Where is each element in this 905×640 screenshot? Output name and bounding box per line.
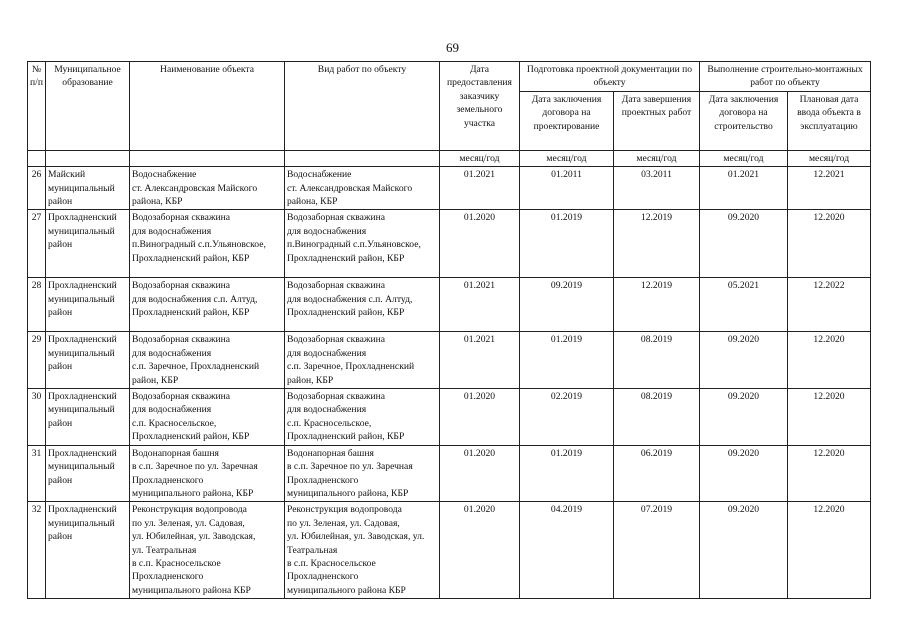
municipality-cell-line: Прохладненский [48,334,117,346]
work-type-cell-line: с.п. Красносельское, [287,417,372,429]
header-num: № п/п [28,62,46,151]
object-name-cell [130,278,285,332]
object-name-cell [130,332,285,389]
header-work-type: Вид работ по объекту [285,62,440,151]
municipality-cell [46,210,130,278]
object-name-cell-line: с.п. Заречное, Прохладненский [132,361,260,373]
work-type-cell-line: для водоснабжения [287,347,367,359]
work-type-cell-line: п.Виноградный с.п.Ульяновское, [287,239,421,251]
work-type-cell-line: муниципального района КБР [287,584,406,596]
object-name-cell-line: Прохладненский район, КБР [132,307,250,319]
land-date-cell: 01.2020 [440,445,520,502]
work-type-cell-line: Реконструкция водопровода [287,504,402,516]
unit-design-contract: месяц/год [520,150,614,166]
municipality-cell-line: район [48,307,73,319]
units-row [28,150,871,166]
design-contract-cell: 02.2019 [520,389,614,446]
municipality-cell-line: муниципальный [48,225,115,237]
work-type-cell [285,445,440,502]
header-design-end: Дата завершения проектных работ [614,91,700,150]
header-construction-group: Выполнение строительно-монтажных работ по объекту [700,62,871,92]
municipality-cell-line: район [48,417,73,429]
municipality-cell-line: муниципальный [48,347,115,359]
work-type-cell-line: Театральная [287,544,338,556]
municipality-cell-line: район [48,474,73,486]
land-date-cell: 01.2021 [440,332,520,389]
design-end-cell: 03.2011 [614,167,700,210]
object-name-cell-line: по ул. Зеленая, ул. Садовая, [132,517,245,529]
header-design-contract: Дата заключения договора на проектирование [520,91,614,150]
design-end-cell: 12.2019 [614,210,700,278]
municipality-cell-line: район [48,239,73,251]
work-type-cell-line: Водозаборная скважина [287,280,386,292]
work-type-cell-line: Водозаборная скважина [287,334,386,346]
work-type-cell-line: Водонапорная башня [287,447,374,459]
commissioning-cell: 12.2022 [788,278,871,332]
construction-contract-cell: 05.2021 [700,278,788,332]
object-name-cell-line: ул. Театральная [132,544,197,556]
work-type-cell-line: с.п. Заречное, Прохладненский [287,361,415,373]
design-contract-cell: 01.2011 [520,167,614,210]
commissioning-cell: 12.2020 [788,332,871,389]
municipality-cell-line: Прохладненский [48,447,117,459]
commissioning-cell: 12.2021 [788,167,871,210]
table-row [28,332,871,389]
work-type-cell-line: Водозаборная скважина [287,391,386,403]
work-type-cell-line: Прохладненского [287,571,359,583]
object-name-cell-line: Реконструкция водопровода [132,504,247,516]
row-number: 31 [28,445,46,502]
row-number: 32 [28,502,46,599]
municipality-cell-line: муниципальный [48,182,115,194]
work-type-cell-line: Прохладненского [287,474,359,486]
work-type-cell [285,332,440,389]
work-type-cell-line: Водоснабжение [287,169,352,181]
municipality-cell-line: район [48,196,73,208]
work-type-cell-line: Прохладненский район, КБР [287,307,405,319]
commissioning-cell: 12.2020 [788,210,871,278]
object-name-cell-line: для водоснабжения с.п. Алтуд, [132,293,258,305]
land-date-cell: 01.2021 [440,278,520,332]
work-type-cell-line: района, КБР [287,196,338,208]
header-commissioning: Плановая дата ввода объекта в эксплуатацию [788,91,871,150]
header-construction-contract: Дата заключения договора на строительство [700,91,788,150]
work-type-cell [285,210,440,278]
header-land-date: Дата предоставления заказчику земельного участка [440,62,520,151]
municipality-cell [46,502,130,599]
construction-contract-cell: 09.2020 [700,389,788,446]
row-number: 27 [28,210,46,278]
municipality-cell-line: Майский [48,169,86,181]
table-row [28,278,871,332]
object-name-cell-line: с.п. Красносельское, [132,417,217,429]
work-type-cell-line: Прохладненский район, КБР [287,431,405,443]
object-name-cell-line: п.Виноградный с.п.Ульяновское, [132,239,266,251]
work-type-cell-line: для водоснабжения [287,404,367,416]
object-name-cell-line: для водоснабжения [132,347,212,359]
work-type-cell [285,278,440,332]
page-number: 69 [446,40,459,55]
header-object-name: Наименование объекта [130,62,285,151]
object-name-cell-line: для водоснабжения [132,404,212,416]
work-type-cell-line: Водозаборная скважина [287,212,386,224]
object-name-cell [130,502,285,599]
design-end-cell: 07.2019 [614,502,700,599]
work-type-cell [285,167,440,210]
unit-commissioning: месяц/год [788,150,871,166]
design-contract-cell: 04.2019 [520,502,614,599]
work-type-cell-line: для водоснабжения [287,225,367,237]
design-contract-cell: 09.2019 [520,278,614,332]
work-type-cell-line: муниципального района, КБР [287,487,409,499]
unit-land-date: месяц/год [440,150,520,166]
object-name-cell-line: Прохладненского [132,571,204,583]
object-name-cell [130,389,285,446]
object-name-cell-line: для водоснабжения [132,225,212,237]
unit-construction-contract: месяц/год [700,150,788,166]
object-name-cell-line: района, КБР [132,196,183,208]
header-design-group: Подготовка проектной документации по объекту [520,62,700,92]
object-name-cell-line: муниципального района, КБР [132,487,254,499]
municipality-cell-line: муниципальный [48,517,115,529]
work-type-cell-line: район, КБР [287,374,334,386]
design-end-cell: 06.2019 [614,445,700,502]
construction-contract-cell: 01.2021 [700,167,788,210]
object-name-cell-line: Водозаборная скважина [132,391,231,403]
work-type-cell-line: Прохладненский район, КБР [287,252,405,264]
construction-contract-cell: 09.2020 [700,502,788,599]
row-number: 29 [28,332,46,389]
municipality-cell-line: Прохладненский [48,212,117,224]
work-type-cell-line: по ул. Зеленая, ул. Садовая, [287,517,400,529]
table-body [28,167,871,599]
object-name-cell-line: ул. Юбилейная, ул. Заводская, [132,531,256,543]
row-number: 30 [28,389,46,446]
row-number: 28 [28,278,46,332]
work-type-cell-line: в с.п. Красносельское [287,557,376,569]
municipality-cell-line: муниципальный [48,404,115,416]
object-name-cell-line: Водозаборная скважина [132,212,231,224]
land-date-cell: 01.2021 [440,167,520,210]
municipality-cell-line: Прохладненский [48,391,117,403]
work-type-cell [285,389,440,446]
object-name-cell [130,167,285,210]
header-municipality: Муниципальное образование [46,62,130,151]
object-name-cell-line: в с.п. Заречное по ул. Заречная [132,461,258,473]
work-type-cell [285,502,440,599]
municipality-cell-line: Прохладненский [48,280,117,292]
work-type-cell-line: ул. Юбилейная, ул. Заводская, ул. [287,531,425,543]
unit-design-end: месяц/год [614,150,700,166]
object-name-cell-line: Водозаборная скважина [132,334,231,346]
object-name-cell-line: Водоснабжение [132,169,197,181]
design-contract-cell: 01.2019 [520,210,614,278]
commissioning-cell: 12.2020 [788,389,871,446]
municipality-cell [46,332,130,389]
object-name-cell-line: Прохладненский район, КБР [132,431,250,443]
municipality-cell [46,389,130,446]
table-row [28,445,871,502]
design-end-cell: 08.2019 [614,389,700,446]
object-name-cell-line: ст. Александровская Майского [132,182,258,194]
commissioning-cell: 12.2020 [788,445,871,502]
municipality-cell-line: район [48,531,73,543]
object-name-cell-line: район, КБР [132,374,179,386]
object-name-cell-line: Прохладненского [132,474,204,486]
design-contract-cell: 01.2019 [520,332,614,389]
commissioning-cell: 12.2020 [788,502,871,599]
land-date-cell: 01.2020 [440,389,520,446]
municipality-cell [46,278,130,332]
table-row [28,389,871,446]
row-number: 26 [28,167,46,210]
design-contract-cell: 01.2019 [520,445,614,502]
municipality-cell-line: район [48,361,73,373]
municipality-cell-line: Прохладненский [48,504,117,516]
work-type-cell-line: ст. Александровская Майского [287,182,413,194]
construction-contract-cell: 09.2020 [700,332,788,389]
land-date-cell: 01.2020 [440,210,520,278]
municipality-cell [46,445,130,502]
table-row [28,502,871,599]
work-type-cell-line: в с.п. Заречное по ул. Заречная [287,461,413,473]
design-end-cell: 12.2019 [614,278,700,332]
object-name-cell-line: в с.п. Красносельское [132,557,221,569]
design-end-cell: 08.2019 [614,332,700,389]
table-row [28,210,871,278]
table-row [28,167,871,210]
land-date-cell: 01.2020 [440,502,520,599]
object-name-cell [130,445,285,502]
object-name-cell-line: муниципального района КБР [132,584,251,596]
schedule-table [27,61,871,599]
object-name-cell-line: Водозаборная скважина [132,280,231,292]
work-type-cell-line: для водоснабжения с.п. Алтуд, [287,293,413,305]
municipality-cell [46,167,130,210]
object-name-cell [130,210,285,278]
construction-contract-cell: 09.2020 [700,210,788,278]
municipality-cell-line: муниципальный [48,461,115,473]
object-name-cell-line: Водонапорная башня [132,447,219,459]
object-name-cell-line: Прохладненский район, КБР [132,252,250,264]
construction-contract-cell: 09.2020 [700,445,788,502]
municipality-cell-line: муниципальный [48,293,115,305]
